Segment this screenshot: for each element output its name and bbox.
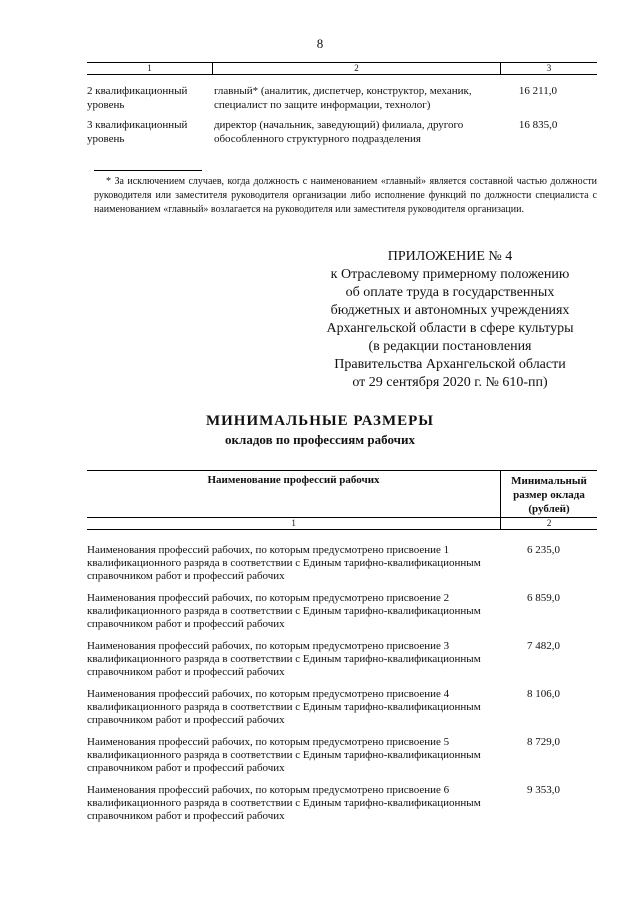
appendix-line: ПРИЛОЖЕНИЕ № 4 bbox=[387, 249, 513, 264]
table-row bbox=[87, 640, 597, 679]
salary-value: 8 729,0 bbox=[527, 736, 560, 748]
salary-value: 7 482,0 bbox=[527, 640, 560, 652]
salary-value: 6 235,0 bbox=[527, 544, 560, 556]
table-row bbox=[87, 688, 597, 727]
column-number: 1 bbox=[87, 63, 213, 74]
table-header bbox=[87, 470, 597, 518]
salary-value: 16 835,0 bbox=[518, 119, 558, 131]
salary-value: 8 106,0 bbox=[527, 688, 560, 700]
qualification-table bbox=[87, 62, 597, 146]
appendix-line: Архангельской области в сфере культуры bbox=[326, 321, 574, 336]
appendix-line: бюджетных и автономных учреждениях bbox=[330, 303, 570, 318]
profession-description: Наименования профессий рабочих, по которым предусмотрено присвоение 6 квалификационного разряда в соответствии с Единым тарифно-квалификационным справочником работ и профессий рабочих bbox=[87, 784, 481, 822]
column-number: 1 bbox=[87, 518, 501, 529]
positions-list: главный* (аналитик, диспетчер, конструктор, механик, специалист по защите информации, технолог) bbox=[213, 85, 472, 111]
qualification-level: 2 квалификационный уровень bbox=[87, 85, 188, 111]
table-column-numbers bbox=[87, 518, 597, 530]
page-number: 8 bbox=[316, 36, 324, 51]
table-column-numbers bbox=[87, 62, 597, 75]
table-row bbox=[87, 592, 597, 631]
table-row bbox=[87, 784, 597, 823]
appendix-line: (в редакции постановления bbox=[368, 339, 532, 354]
profession-description: Наименования профессий рабочих, по которым предусмотрено присвоение 4 квалификационного разряда в соответствии с Единым тарифно-квалификационным справочником работ и профессий рабочих bbox=[87, 688, 481, 726]
table-row bbox=[87, 84, 597, 112]
table-body bbox=[87, 544, 597, 823]
qualification-level: 3 квалификационный уровень bbox=[87, 119, 188, 145]
appendix-line: к Отраслевому примерному положению bbox=[330, 267, 570, 282]
document-subtitle: окладов по профессиям рабочих bbox=[225, 432, 415, 447]
positions-list: директор (начальник, заведующий) филиала, другого обособленного структурного подразделения bbox=[213, 119, 464, 145]
appendix-heading bbox=[300, 248, 600, 392]
header-profession-name: Наименование профессий рабочих bbox=[87, 471, 501, 517]
document-title: МИНИМАЛЬНЫЕ РАЗМЕРЫ bbox=[205, 413, 435, 429]
salary-value: 9 353,0 bbox=[527, 784, 560, 796]
table-row bbox=[87, 544, 597, 583]
salary-value: 16 211,0 bbox=[518, 85, 557, 97]
appendix-line: об оплате труда в государственных bbox=[345, 285, 555, 300]
profession-description: Наименования профессий рабочих, по которым предусмотрено присвоение 5 квалификационного разряда в соответствии с Единым тарифно-квалификационным справочником работ и профессий рабочих bbox=[87, 736, 481, 774]
column-number: 2 bbox=[546, 518, 552, 528]
profession-description: Наименования профессий рабочих, по которым предусмотрено присвоение 2 квалификационного разряда в соответствии с Единым тарифно-квалификационным справочником работ и профессий рабочих bbox=[87, 592, 481, 630]
footnote: * За исключением случаев, когда должность с наименованием «главный» является составной частью должности руководителя или заместителя руководителя организации либо исполнение функций по должности специалиста с наименованием «главный» возлагается на руководителя или заместителя руководителя организации. bbox=[94, 176, 597, 215]
header-min-salary: Минимальный размер оклада (рублей) bbox=[511, 475, 587, 515]
appendix-line: от 29 сентября 2020 г. № 610-пп) bbox=[352, 375, 548, 390]
table-row bbox=[87, 736, 597, 775]
table-row bbox=[87, 118, 597, 146]
column-number: 2 bbox=[213, 63, 501, 74]
footnote-divider bbox=[94, 170, 202, 171]
column-number: 3 bbox=[546, 63, 552, 73]
profession-description: Наименования профессий рабочих, по которым предусмотрено присвоение 3 квалификационного разряда в соответствии с Единым тарифно-квалификационным справочником работ и профессий рабочих bbox=[87, 640, 481, 678]
appendix-line: Правительства Архангельской области bbox=[334, 357, 566, 372]
salary-value: 6 859,0 bbox=[527, 592, 560, 604]
salary-table bbox=[87, 470, 597, 823]
profession-description: Наименования профессий рабочих, по которым предусмотрено присвоение 1 квалификационного разряда в соответствии с Единым тарифно-квалификационным справочником работ и профессий рабочих bbox=[87, 544, 481, 582]
